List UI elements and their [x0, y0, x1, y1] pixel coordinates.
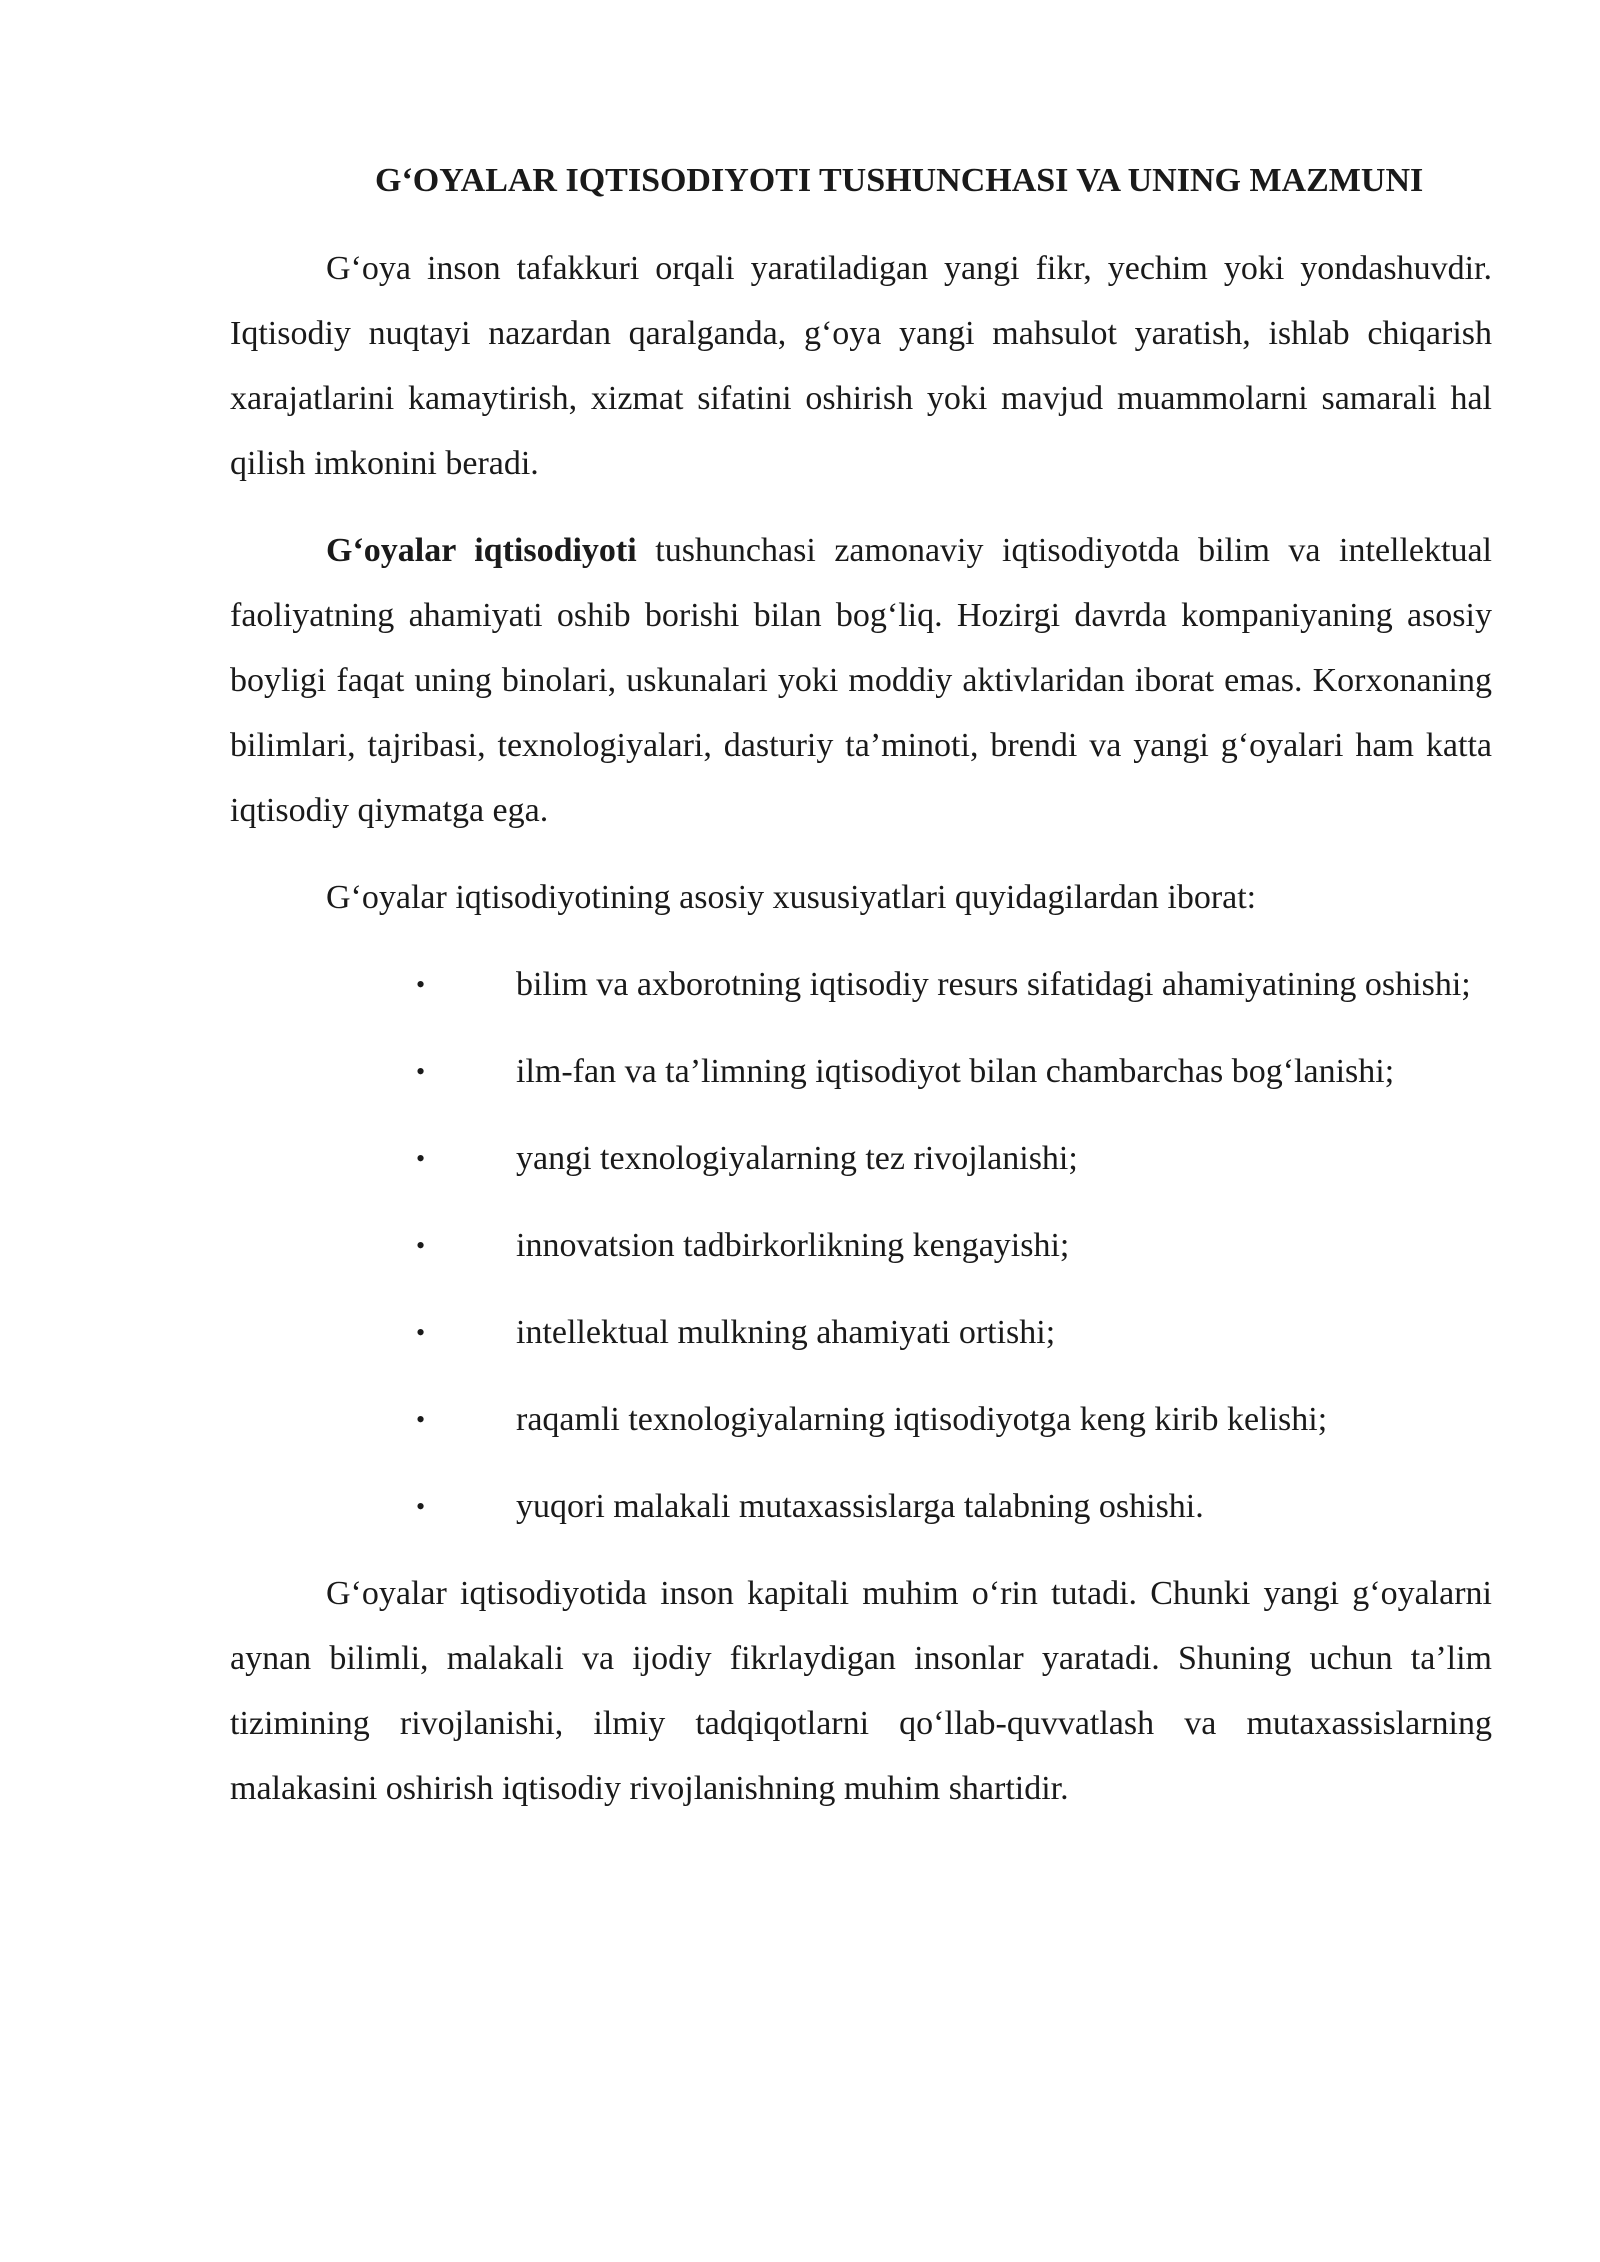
- list-item-text: yangi texnologiyalarning tez rivojlanishi;: [516, 1140, 1078, 1177]
- list-item: [326, 1039, 1492, 1104]
- document-page: [230, 148, 1492, 1843]
- bullet-icon: •: [416, 1492, 426, 1521]
- bullet-icon: •: [416, 1318, 426, 1347]
- paragraph-concept-text: tushunchasi zamonaviy iqtisodiyotda bilim va intellektual faoliyatning ahamiyati oshib borishi bilan bog‘liq. Hozirgi davrda kompaniyaning asosiy boyligi faqat uning binolari, uskunalari yoki moddiy aktivlaridan iborat emas. Korxonaning bilimlari, tajribasi, texnologiyalari, dasturiy ta’minoti, brendi va yangi g‘oyalari ham katta iqtisodiy qiymatga ega.: [230, 532, 1493, 829]
- list-item-text: intellektual mulkning ahamiyati ortishi;: [516, 1314, 1056, 1351]
- list-item: [326, 1126, 1492, 1191]
- document-title: G‘OYALAR IQTISODIYOTI TUSHUNCHASI VA UNING MAZMUNI: [375, 162, 1424, 199]
- paragraph-definition: G‘oya inson tafakkuri orqali yaratiladigan yangi fikr, yechim yoki yondashuvdir. Iqtisodiy nuqtayi nazardan qaralganda, g‘oya yangi mahsulot yaratish, ishlab chiqarish xarajatlarini kamaytirish, xizmat sifatini oshirish yoki mavjud muammolarni samarali hal qilish imkonini beradi.: [230, 250, 1492, 482]
- list-item-text: yuqori malakali mutaxassislarga talabning oshishi.: [516, 1488, 1204, 1525]
- bullet-icon: •: [416, 1057, 426, 1086]
- list-item-text: ilm-fan va ta’limning iqtisodiyot bilan chambarchas bog‘lanishi;: [516, 1053, 1395, 1090]
- features-list: [326, 952, 1492, 1539]
- list-item-text: raqamli texnologiyalarning iqtisodiyotga keng kirib kelishi;: [516, 1401, 1328, 1438]
- bullet-icon: •: [416, 1231, 426, 1260]
- paragraph-human-capital: G‘oyalar iqtisodiyotida inson kapitali muhim o‘rin tutadi. Chunki yangi g‘oyalarni aynan bilimli, malakali va ijodiy fikrlaydigan insonlar yaratadi. Shuning uchun ta’lim tizimining rivojlanishi, ilmiy tadqiqotlarni qo‘llab-quvvatlash va mutaxassislarning malakasini oshirish iqtisodiy rivojlanishning muhim shartidir.: [230, 1575, 1492, 1807]
- list-item: [326, 952, 1492, 1017]
- bullet-icon: •: [416, 1144, 426, 1173]
- bullet-icon: •: [416, 970, 426, 999]
- paragraph-concept: [230, 518, 1492, 843]
- list-item: [326, 1300, 1492, 1365]
- list-item: [326, 1213, 1492, 1278]
- paragraph-features-intro: G‘oyalar iqtisodiyotining asosiy xususiyatlari quyidagilardan iborat:: [326, 879, 1257, 916]
- list-item: [326, 1387, 1492, 1452]
- bullet-icon: •: [416, 1405, 426, 1434]
- list-item-text: bilim va axborotning iqtisodiy resurs sifatidagi ahamiyatining oshishi;: [516, 966, 1471, 1003]
- bold-term: G‘oyalar iqtisodiyoti: [326, 532, 637, 569]
- list-item-text: innovatsion tadbirkorlikning kengayishi;: [516, 1227, 1070, 1264]
- list-item: [326, 1474, 1492, 1539]
